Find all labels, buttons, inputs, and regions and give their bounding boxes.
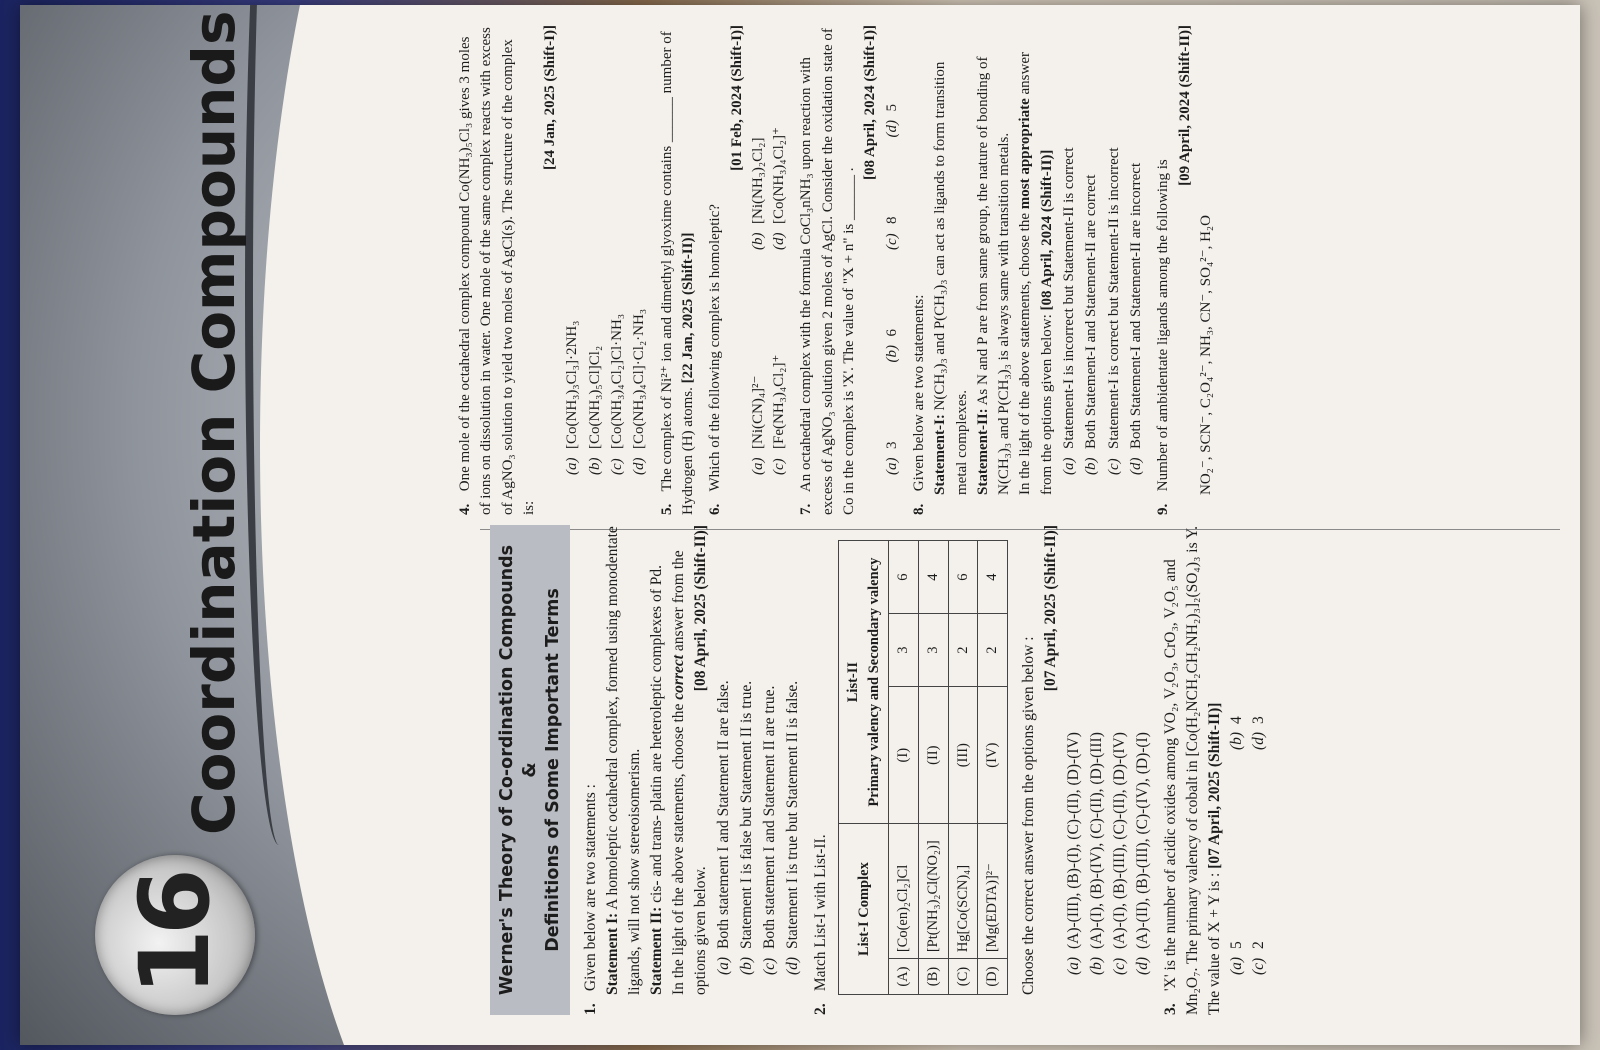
statement-label: Statement I: — [604, 912, 622, 995]
option[interactable] — [1226, 525, 1248, 750]
option-letter: (d) — [1127, 457, 1144, 475]
option-letter: (c) — [1110, 957, 1128, 975]
statement-2 — [646, 525, 668, 995]
option[interactable] — [1059, 25, 1080, 515]
question-1 — [580, 525, 804, 1015]
exam-tag: [08 April, 2024 (Shift-I)] — [862, 25, 879, 180]
question-number: 3. — [1161, 1003, 1179, 1015]
option-text: (A)-(III), (B)-(I), (C)-(II), (D)-(IV) — [1064, 732, 1082, 949]
question-number: 8. — [910, 503, 927, 515]
question-prompt — [1015, 25, 1058, 495]
option[interactable] — [1248, 750, 1270, 975]
prompt-text: answer from the options given below: — [1017, 52, 1055, 495]
right-column — [455, 25, 1223, 515]
question-text: An octahedral complex with the formula CoCl₃nNH₃ upon reaction with excess of AgNO₃ solution given 2 moles of AgCl. Consider the oxidation state of Co in the complex is 'X'. The value of "X + n" is ______ . — [798, 28, 858, 515]
question-text: Which of the following complex is homoleptic? — [707, 204, 724, 492]
exam-tag: [07 April, 2025 (Shift-II)] — [1205, 702, 1223, 869]
row-complex: [Co(en)₂Cl₂]Cl — [889, 824, 919, 959]
option[interactable] — [1086, 525, 1108, 1015]
option-text: 5 — [883, 104, 900, 112]
option-letter: (b) — [738, 956, 756, 975]
option[interactable] — [769, 25, 790, 250]
question-number: 5. — [658, 503, 675, 515]
statement-label: Statement-II: — [974, 408, 991, 495]
row-secondary: 4 — [918, 541, 948, 614]
exam-tag: [08 April, 2024 (Shift-II)] — [1038, 149, 1055, 311]
option-text: [Fe(NH₃)₄Cl₂]⁺ — [771, 354, 788, 449]
question-number: 6. — [707, 503, 724, 515]
option-text: (A)-(I), (B)-(IV), (C)-(II), (D)-(III) — [1087, 732, 1105, 949]
statement-2 — [973, 25, 1016, 495]
option-text: 5 — [1227, 941, 1245, 949]
option-text: Statement I is false but Statement II is true. — [738, 680, 756, 949]
row-secondary: 4 — [978, 541, 1008, 614]
option-letter: (a) — [749, 457, 766, 475]
option[interactable] — [782, 525, 804, 1015]
question-text: One mole of the octahedral complex compound Co(NH₃)₅Cl₃ gives 3 moles of ions on dissolution in water. One mole of the same complex reacts with excess of AgNO₃ solution to yield two moles of AgCl(s). The structure of the complex is: — [457, 27, 537, 515]
option-text: 8 — [883, 216, 900, 224]
option-text: Both Statement-I and Statement-II are correct — [1083, 174, 1100, 449]
option-text: 2 — [1249, 941, 1267, 949]
question-text: 'X' is the number of acidic oxides among VO₂, V₂O₃, CrO₃, V₂O₅ and Mn₂O₇. The primary valency of cobalt in [Co(H₂NCH₂CH₂NH₂)₃]₂(SO₄)₃ is Y. The value of X + Y is : — [1161, 526, 1223, 1015]
option-letter: (b) — [1227, 731, 1245, 750]
option[interactable] — [882, 250, 903, 363]
option-letter: (c) — [761, 957, 779, 975]
question-intro: Match List-I with List-II. — [812, 834, 830, 992]
exam-tag: [07 April, 2025 (Shift-II)] — [1041, 525, 1059, 692]
question-number: 2. — [812, 1003, 830, 1015]
option-text: (A)-(II), (B)-(III), (C)-(IV), (D)-(I) — [1133, 732, 1151, 949]
row-primary: 3 — [918, 614, 948, 687]
option-letter: (c) — [1249, 957, 1267, 975]
option[interactable] — [882, 25, 903, 138]
question-6 — [705, 25, 790, 515]
option-text: 3 — [1249, 716, 1267, 724]
chapter-number-badge — [95, 855, 255, 1015]
row-key: (A) — [889, 959, 919, 995]
option[interactable] — [1248, 525, 1270, 750]
question-4 — [455, 25, 651, 515]
row-roman: (I) — [889, 687, 919, 824]
exam-tag: [22 Jan, 2025 (Shift-II)] — [679, 232, 696, 384]
choose-prompt: Choose the correct answer from the options given below : — [1019, 636, 1037, 995]
row-roman: (III) — [948, 687, 978, 824]
left-column — [490, 525, 1276, 1015]
prompt-text: In the light of the above statements, choose the — [1017, 212, 1034, 495]
option-letter: (a) — [883, 457, 900, 475]
section-heading-line2: Definitions of Some Important Terms — [542, 588, 563, 952]
row-primary: 2 — [978, 614, 1008, 687]
question-7 — [796, 25, 902, 515]
option[interactable] — [1226, 750, 1248, 975]
book-page — [20, 5, 1580, 1045]
option-text: Statement-I is incorrect but Statement-II is correct — [1061, 147, 1078, 449]
section-heading-line1: Werner's Theory of Co-ordination Compounds & — [497, 544, 540, 996]
list2-title: List-II — [845, 661, 862, 703]
chapter-header — [20, 5, 450, 1045]
match-table — [838, 540, 1007, 995]
option[interactable] — [748, 250, 769, 475]
list2-subtitle: Primary valency and Secondary valency — [865, 557, 882, 807]
option-text: [Co(NH₃)₄Cl₂]Cl·NH₃ — [609, 313, 626, 449]
option[interactable] — [607, 25, 628, 515]
option-letter: (a) — [1227, 956, 1245, 975]
statement-label: Statement II: — [648, 906, 666, 995]
table-row — [918, 541, 948, 995]
option-text: [Co(NH₃)₅Cl]Cl₂ — [586, 345, 603, 449]
row-secondary: 6 — [889, 541, 919, 614]
option[interactable] — [748, 25, 769, 250]
chapter-number: 16 — [119, 874, 231, 996]
option-text: 6 — [883, 329, 900, 337]
option[interactable] — [882, 138, 903, 251]
list2-header — [839, 541, 889, 824]
option[interactable] — [713, 525, 735, 1015]
row-key: (D) — [978, 959, 1008, 995]
option-text: [Co(NH₃)₄Cl]·Cl₂·NH₃ — [631, 308, 648, 449]
option-letter: (c) — [883, 233, 900, 250]
question-5 — [657, 25, 700, 515]
option-letter: (b) — [1083, 457, 1100, 475]
option-text: Both Statement-I and Statement-II are incorrect — [1127, 162, 1144, 449]
prompt-emphasis: correct — [670, 654, 688, 700]
option-text: 3 — [883, 441, 900, 449]
option-letter: (b) — [1087, 956, 1105, 975]
row-primary: 2 — [948, 614, 978, 687]
option-letter: (b) — [883, 345, 900, 363]
option-text: [Ni(CN)₄]²⁻ — [749, 375, 766, 449]
question-text: The complex of Ni²⁺ ion and dimethyl glyoxime contains ______ number of Hydrogen (H) atoms. — [658, 31, 696, 515]
question-number: 1. — [582, 1003, 600, 1015]
question-3 — [1160, 525, 1270, 1015]
statement-1 — [602, 525, 646, 995]
question-number: 9. — [1155, 503, 1172, 515]
prompt-emphasis: most appropriate — [1017, 98, 1034, 210]
option[interactable] — [1109, 525, 1131, 1015]
table-row — [889, 541, 919, 995]
table-row — [948, 541, 978, 995]
option-letter: (a) — [1064, 956, 1082, 975]
options-grid — [748, 25, 791, 515]
question-8 — [909, 25, 1147, 515]
question-intro: Given below are two statements: — [910, 294, 927, 492]
chapter-title: Coordination Compounds — [180, 10, 248, 835]
option-text: Statement I is true but Statement II is false. — [784, 680, 802, 949]
prompt-text: answer from the options given below. — [670, 550, 710, 995]
option[interactable] — [759, 525, 781, 1015]
ligand-list: NO₂⁻, SCN⁻, C₂O₄²⁻, NH₃, CN⁻, SO₄²⁻, H₂O — [1197, 215, 1214, 495]
option[interactable] — [1104, 25, 1125, 515]
option[interactable] — [1132, 525, 1154, 1015]
statement-label: Statement-I: — [932, 414, 949, 495]
option[interactable] — [882, 363, 903, 476]
row-key: (C) — [948, 959, 978, 995]
option-text: Both statement I and Statement II are false. — [715, 680, 733, 949]
question-2 — [810, 525, 1153, 1015]
option-letter: (b) — [586, 457, 603, 475]
option-letter: (a) — [564, 457, 581, 475]
option-letter: (d) — [784, 956, 802, 975]
option-text: [Co(NH₃)₄Cl₂]⁺ — [771, 127, 788, 224]
statement-1 — [930, 25, 973, 495]
section-heading — [490, 525, 570, 1015]
option-letter: (b) — [749, 232, 766, 250]
option-letter: (d) — [1133, 956, 1151, 975]
question-number: 4. — [457, 503, 473, 515]
row-primary: 3 — [889, 614, 919, 687]
row-roman: (II) — [918, 687, 948, 824]
table-row — [978, 541, 1008, 995]
option-letter: (d) — [631, 457, 648, 475]
option[interactable] — [629, 25, 650, 515]
option-letter: (c) — [771, 458, 788, 475]
question-number: 7. — [798, 503, 815, 515]
option-letter: (a) — [1061, 457, 1078, 475]
row-roman: (IV) — [978, 687, 1008, 824]
prompt-text: In the light of the above statements, choose the — [670, 703, 688, 995]
option-text: [Co(NH₃)₃Cl₃]·2NH₃ — [564, 320, 581, 449]
row-complex: Hg[Co(SCN)₄] — [948, 824, 978, 959]
row-complex: [Mg(EDTA)]²⁻ — [978, 824, 1008, 959]
exam-tag: [01 Feb, 2024 (Shift-I)] — [728, 25, 745, 171]
question-9 — [1153, 25, 1217, 515]
question-intro: Given below are two statements : — [582, 784, 600, 992]
option-letter: (d) — [883, 120, 900, 138]
option-letter: (d) — [1249, 731, 1267, 750]
option-letter: (c) — [1105, 458, 1122, 475]
option-text: Statement-I is correct but Statement-II is incorrect — [1105, 147, 1122, 449]
exam-tag: [09 April, 2024 (Shift-II)] — [1176, 25, 1193, 186]
option[interactable] — [585, 25, 606, 515]
option[interactable] — [1081, 25, 1102, 515]
option-text: 4 — [1227, 716, 1245, 724]
option-letter: (c) — [609, 458, 626, 475]
list1-header: List-I Complex — [839, 824, 889, 995]
option-letter: (a) — [715, 956, 733, 975]
statement-text: As N and P are from same group, the nature of bonding of N(CH₃)₃ and P(CH₃)₃ is always same with transition metals. — [974, 56, 1013, 495]
options-grid — [882, 25, 903, 515]
option-text: Both statement I and Statement II are true. — [761, 685, 779, 949]
exam-tag: [24 Jan, 2025 (Shift-I)] — [542, 25, 559, 170]
statement-text: N(CH₃)₃ and P(CH₃)₃ can act as ligands to form transition metal complexes. — [932, 61, 970, 495]
exam-tag: [08 April, 2025 (Shift-II)] — [692, 525, 710, 692]
option[interactable] — [736, 525, 758, 1015]
row-complex: [Pt(NH₃)₂Cl(NO₂)] — [918, 824, 948, 959]
option-text: (A)-(I), (B)-(III), (C)-(II), (D)-(IV) — [1110, 732, 1128, 949]
option[interactable] — [1126, 25, 1147, 515]
statement-text: A homoleptic octahedral complex, formed using monodentate ligands, will not show stereoisomerism. — [604, 526, 644, 995]
option[interactable] — [769, 250, 790, 475]
option-letter: (d) — [771, 232, 788, 250]
row-key: (B) — [918, 959, 948, 995]
option[interactable] — [1063, 525, 1085, 1015]
option[interactable] — [562, 25, 583, 515]
table-header-row — [839, 541, 889, 995]
row-secondary: 6 — [948, 541, 978, 614]
options-grid — [1226, 525, 1270, 1015]
option-text: [Ni(NH₃)₂Cl₂] — [749, 137, 766, 224]
question-prompt — [668, 525, 712, 995]
question-text: Number of ambidentate ligands among the following is — [1155, 159, 1172, 492]
statement-text: cis- and trans- platin are heteroleptic complexes of Pd. — [648, 565, 666, 903]
